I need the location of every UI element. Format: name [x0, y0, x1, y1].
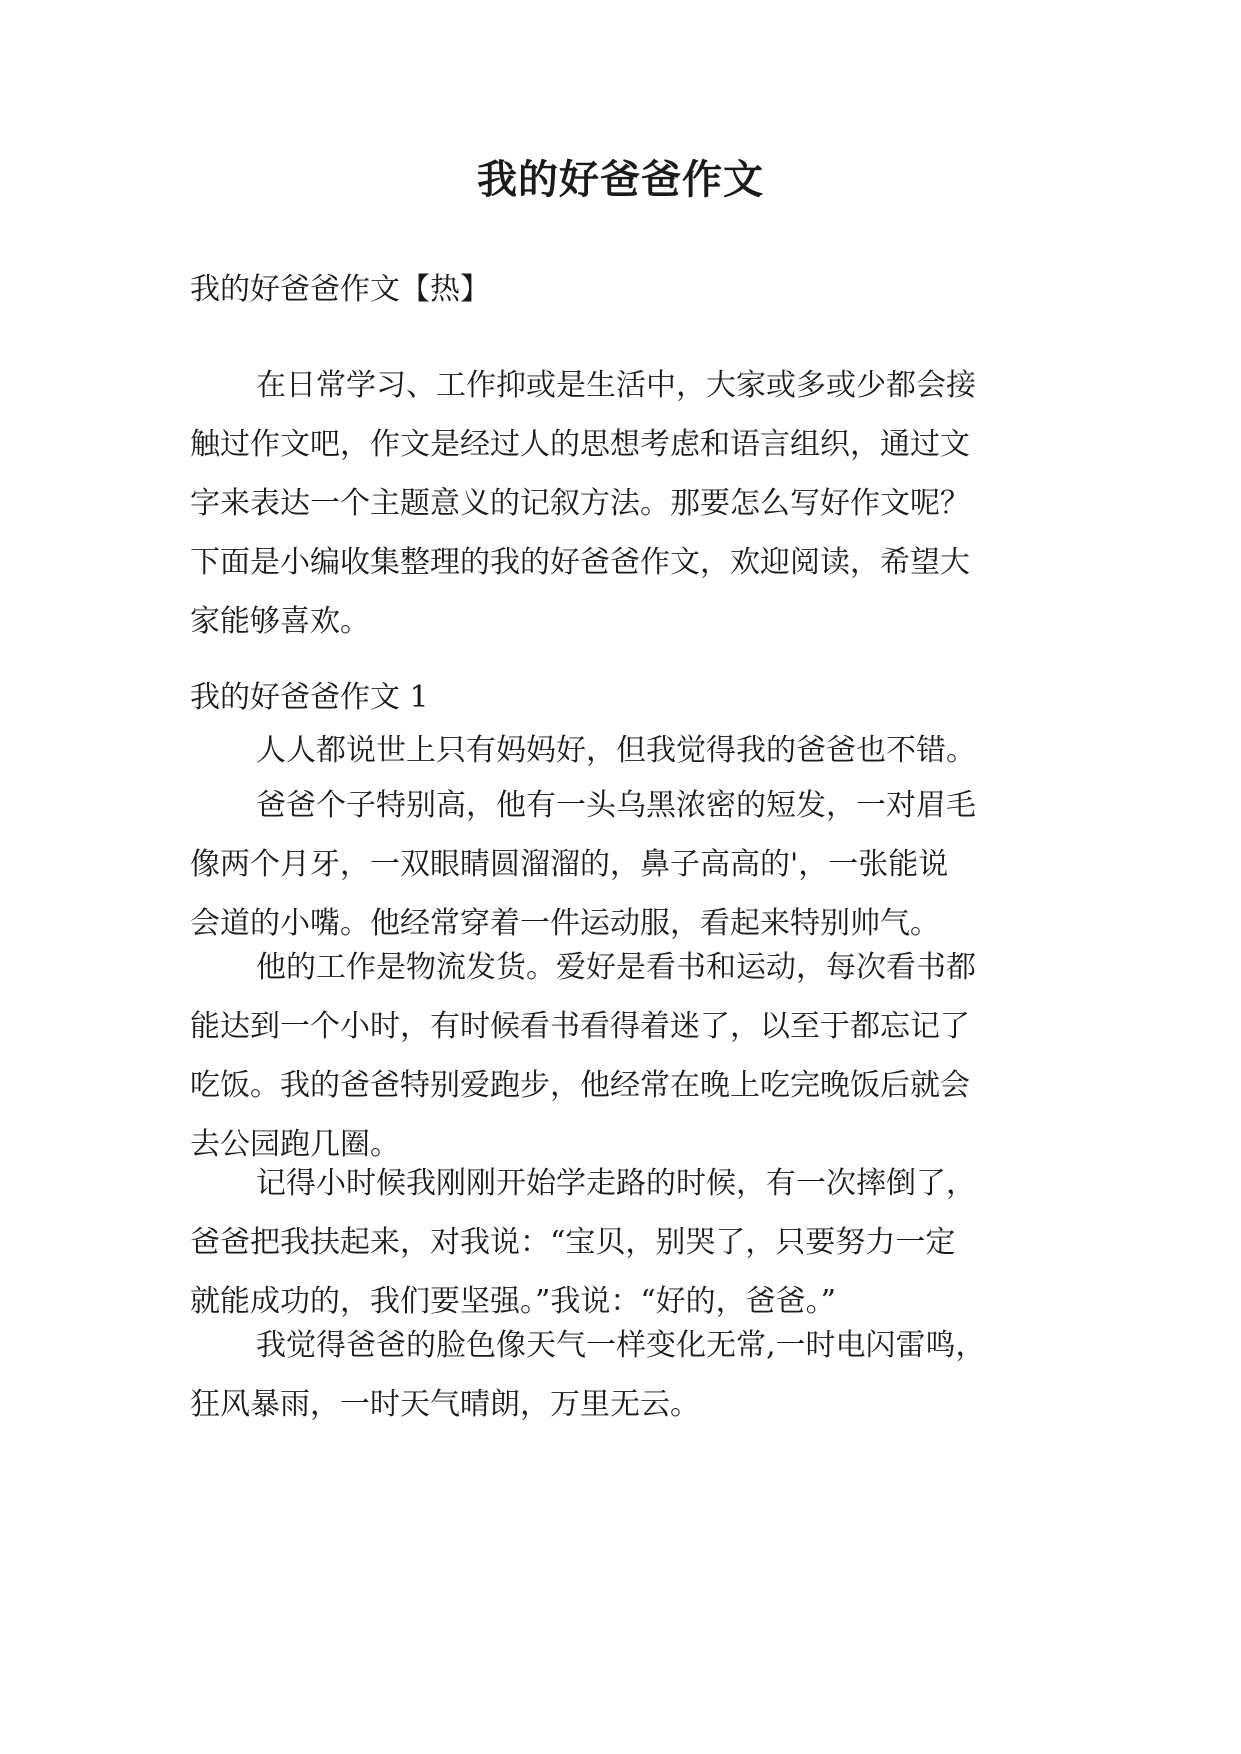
- paragraph-line: 记得小时候我刚刚开始学走路的时候，有一次摔倒了，: [256, 1166, 976, 1201]
- body-paragraph-4: [190, 1154, 1070, 1331]
- paragraph-line: 像两个月牙，一双眼睛圆溜溜的，鼻子高高的'，一张能说: [190, 847, 949, 882]
- paragraph-line: 我觉得爸爸的脸色像天气一样变化无常,一时电闪雷鸣，: [256, 1328, 986, 1363]
- document-title: 我的好爸爸作文: [477, 156, 764, 203]
- paragraph-line: 能达到一个小时，有时候看书看得着迷了，以至于都忘记了: [190, 1009, 970, 1044]
- paragraph-line: 狂风暴雨，一时天气晴朗，万里无云。: [190, 1387, 700, 1422]
- paragraph-line: 爸爸把我扶起来，对我说：“宝贝，别哭了，只要努力一定: [190, 1225, 956, 1260]
- paragraph-line: 就能成功的，我们要坚强。”我说：“好的，爸爸。”: [190, 1284, 837, 1319]
- document-subtitle: 我的好爸爸作文【热】: [190, 272, 490, 307]
- paragraph-line: 会道的小嘴。他经常穿着一件运动服，看起来特别帅气。: [190, 906, 940, 941]
- paragraph-line: 爸爸个子特别高，他有一头乌黑浓密的短发，一对眉毛: [256, 788, 976, 823]
- body-paragraph-1: [190, 721, 1070, 780]
- paragraph-line: 去公园跑几圈。: [190, 1127, 400, 1162]
- paragraph-line: 人人都说世上只有妈妈好，但我觉得我的爸爸也不错。: [256, 733, 976, 768]
- body-paragraph-3: [190, 938, 1070, 1174]
- section-heading: 我的好爸爸作文 1: [190, 680, 429, 715]
- body-paragraph-5: [190, 1316, 1070, 1434]
- paragraph-line: 家能够喜欢。: [190, 604, 370, 639]
- paragraph-line: 字来表达一个主题意义的记叙方法。那要怎么写好作文呢？: [190, 486, 970, 521]
- paragraph-line: 吃饭。我的爸爸特别爱跑步，他经常在晚上吃完晚饭后就会: [190, 1068, 970, 1103]
- body-paragraph-2: [190, 776, 1070, 953]
- paragraph-line: 触过作文吧，作文是经过人的思想考虑和语言组织，通过文: [190, 427, 970, 462]
- paragraph-line: 他的工作是物流发货。爱好是看书和运动，每次看书都: [256, 950, 976, 985]
- paragraph-line: 下面是小编收集整理的我的好爸爸作文，欢迎阅读，希望大: [190, 545, 970, 580]
- intro-paragraph: [190, 356, 1070, 651]
- paragraph-line: 在日常学习、工作抑或是生活中，大家或多或少都会接: [256, 368, 976, 403]
